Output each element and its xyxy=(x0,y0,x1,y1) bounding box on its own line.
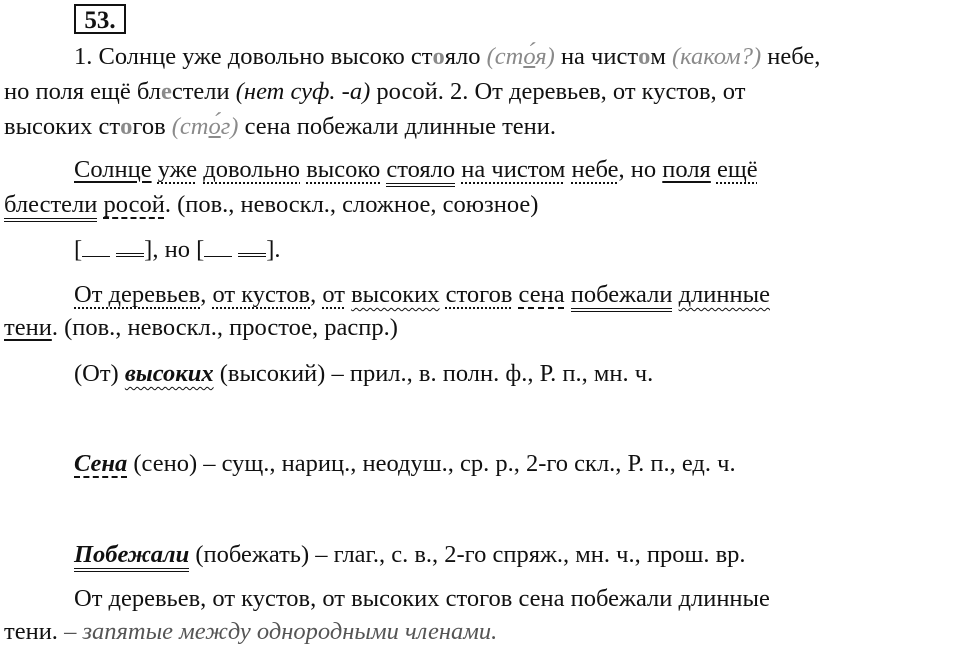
scheme-subject-mark xyxy=(82,238,110,257)
morph-analysis-2: Сена (сено) – сущ., нариц., неодуш., ср. р., 2-го скл., Р. п., ед. ч. xyxy=(74,450,736,477)
scheme-predicate-mark xyxy=(238,237,266,257)
sentence-scheme: [ ], но [ ]. xyxy=(74,236,281,263)
analysis-2-line-1: От деревьев, от кустов, от высоких стогов сена побежали длинные xyxy=(74,280,770,310)
final-line-2: тени. – запятые между однородными членами. xyxy=(4,618,498,645)
morph-analysis-3: Побежали (побежать) – глаг., с. в., 2-го спряж., мн. ч., прош. вр. xyxy=(74,540,746,570)
scheme-subject-mark xyxy=(204,238,232,257)
analysis-1-line-2: блестели росой. (пов., невоскл., сложное, союзное) xyxy=(4,190,538,220)
morph-analysis-1: (От) высоких (высокий) – прил., в. полн. ф., Р. п., мн. ч. xyxy=(74,360,654,387)
task-line-1: 1. Солнце уже довольно высоко стояло (сто́я) на чистом (каком?) небе, xyxy=(74,43,821,70)
task-line-2: но поля ещё блестели (нет суф. -а) росой. 2. От деревьев, от кустов, от xyxy=(4,78,746,105)
task-line-3: высоких стогов (сто́г) сена побежали длинные тени. xyxy=(4,113,557,140)
final-line-1: От деревьев, от кустов, от высоких стогов сена побежали длинные xyxy=(74,585,770,612)
analysis-2-line-2: тени. (пов., невоскл., простое, распр.) xyxy=(4,314,398,341)
analysis-1-line-1: Солнце уже довольно высоко стояло на чистом небе, но поля ещё xyxy=(74,155,758,185)
exercise-number: 53. xyxy=(74,4,126,34)
scheme-predicate-mark xyxy=(116,237,144,257)
